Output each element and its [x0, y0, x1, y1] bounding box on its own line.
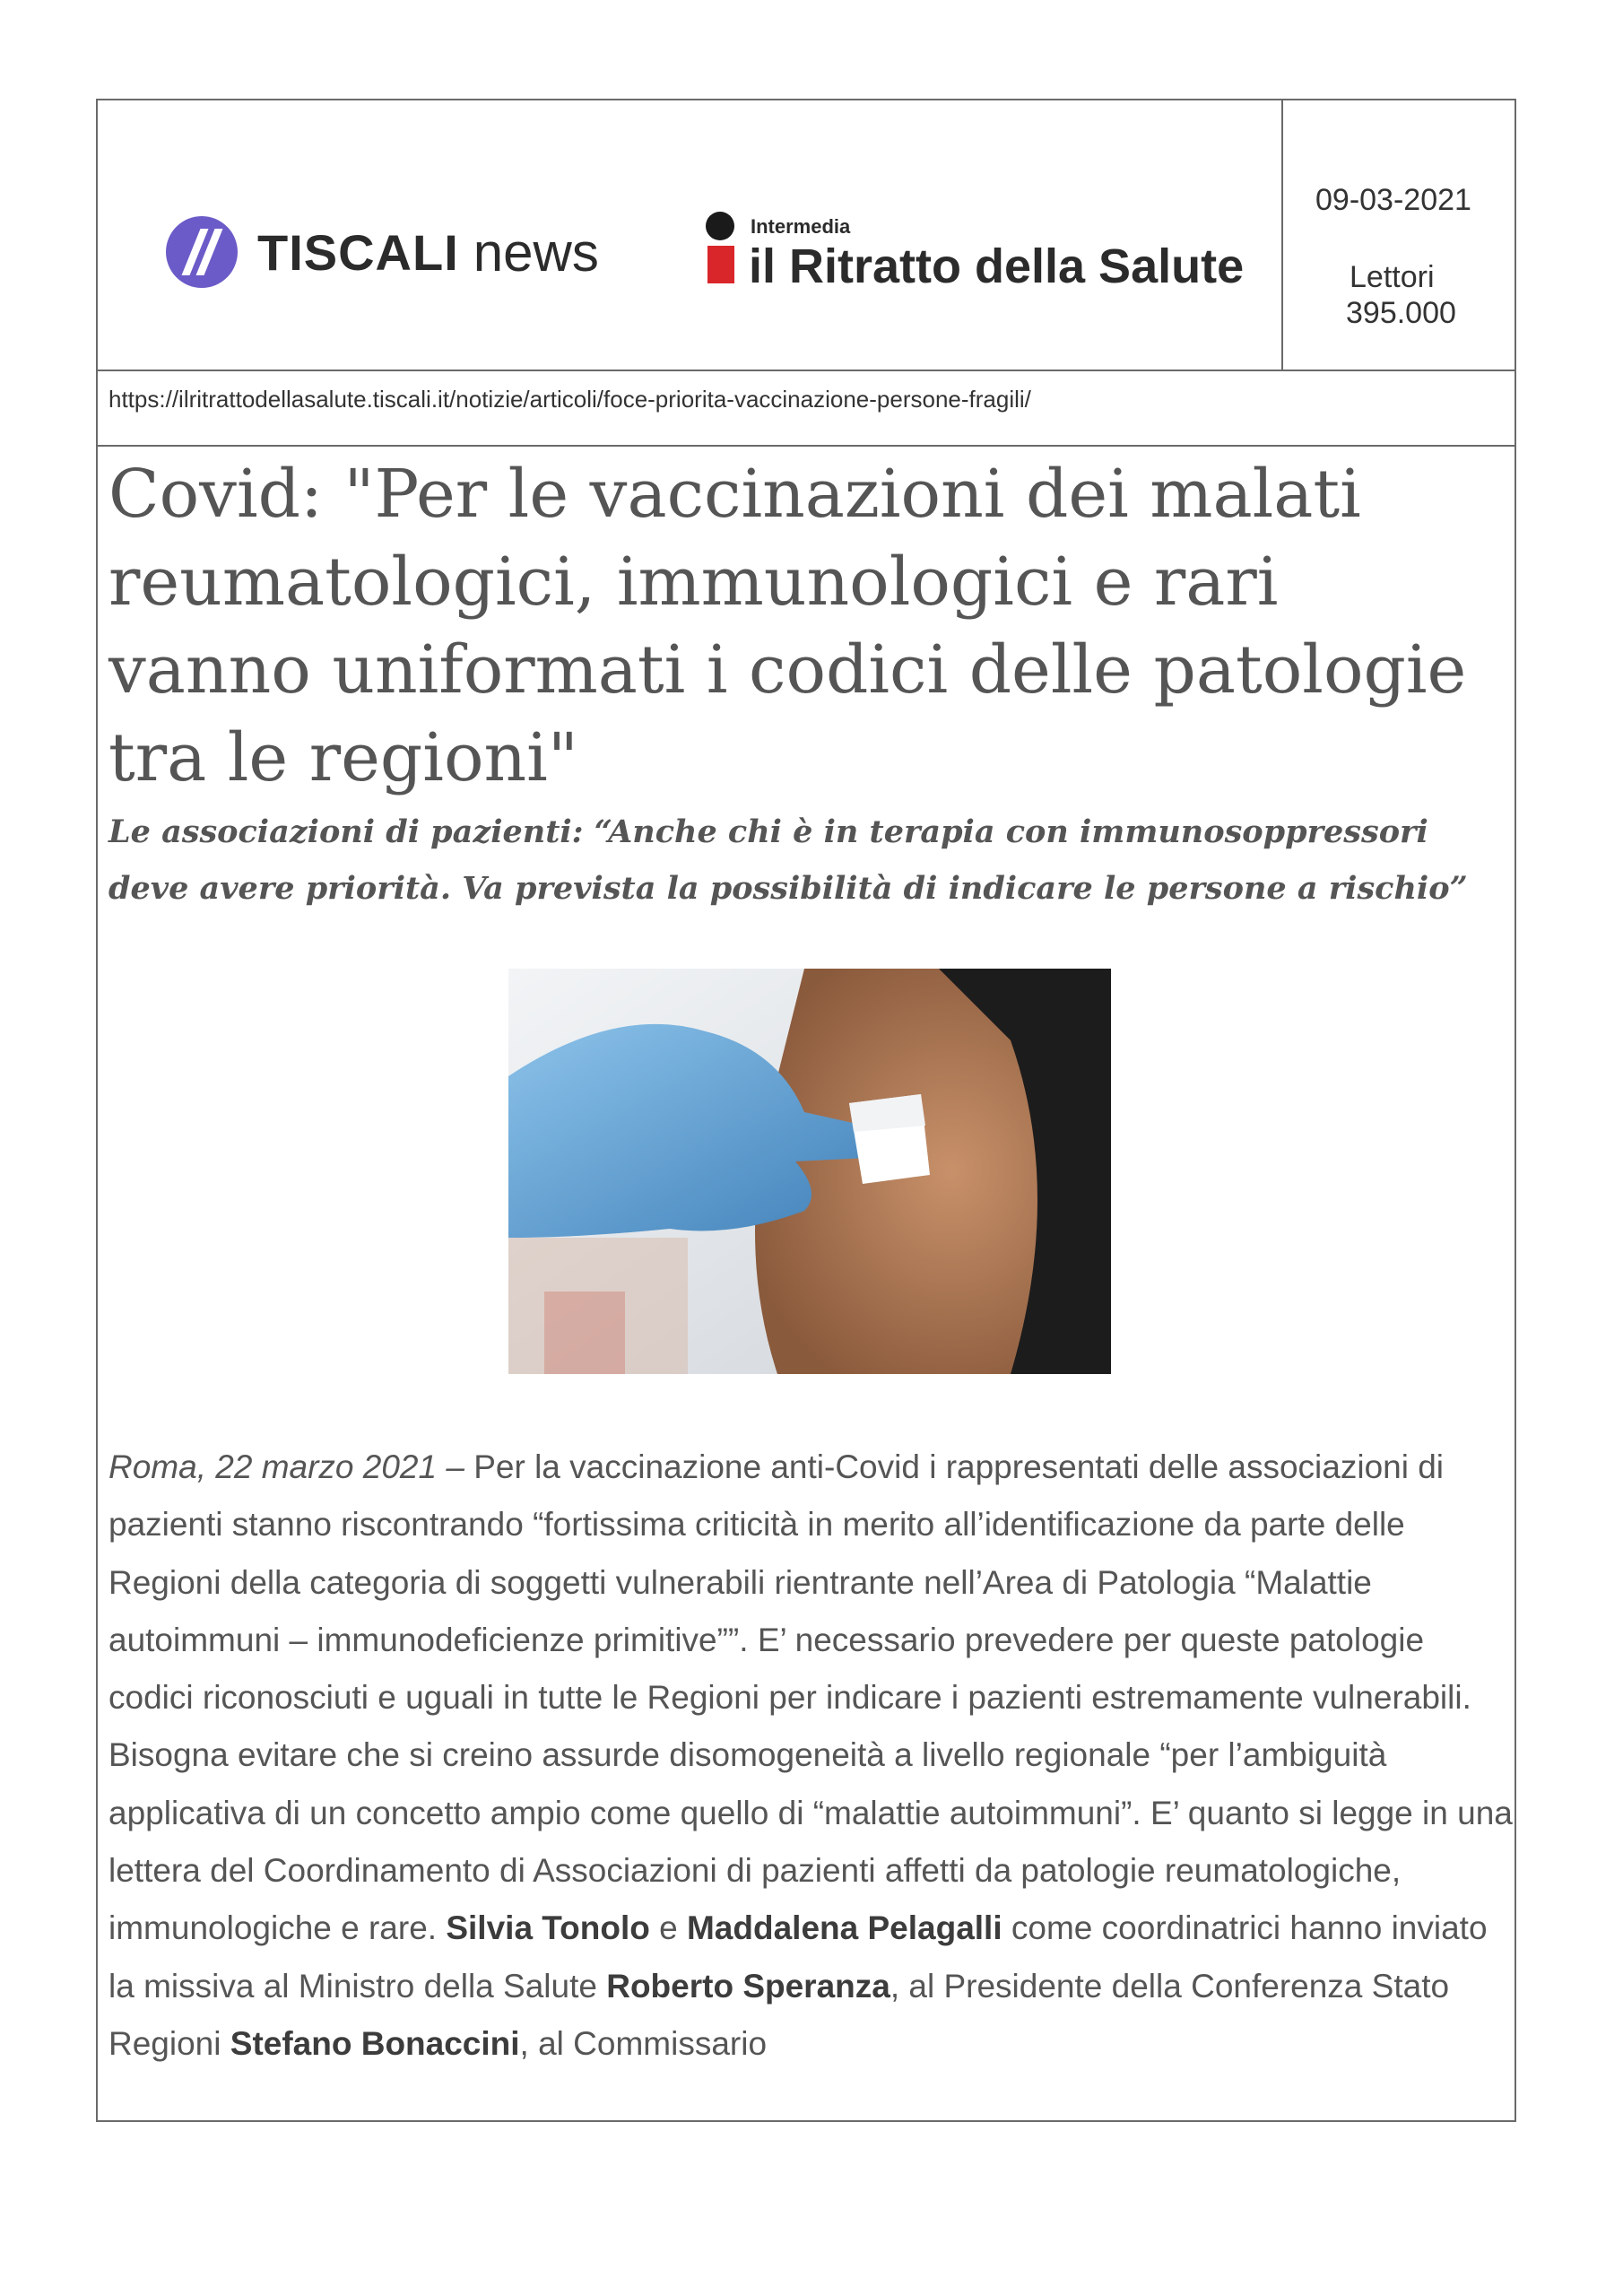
body-part-2: come coordinatrici hanno inviato la missiva al Ministro della Salute	[108, 1909, 1488, 2005]
person-name: Silvia Tonolo	[446, 1909, 650, 1947]
body-part-4: , al Commissario	[519, 2024, 768, 2062]
article-photo	[508, 969, 1111, 1374]
person-name: Maddalena Pelagalli	[686, 1909, 1002, 1947]
person-name: Roberto Speranza	[606, 1967, 890, 2005]
ritratto-i-bar-icon	[707, 246, 734, 283]
article-dateline: Roma, 22 marzo 2021 –	[108, 1448, 464, 1485]
tiscali-brand-text: TISCALI	[257, 223, 459, 281]
ritratto-publisher-label: Intermedia	[751, 215, 851, 238]
tiscali-news-logo	[166, 215, 599, 289]
press-header	[98, 100, 1515, 371]
source-url: https://ilritrattodellasalute.tiscali.it/notizie/articoli/foce-priorita-vaccinazione-persone-fragili/	[108, 386, 1031, 413]
readers-label: Lettori	[1350, 260, 1435, 294]
body-part-3: , al Presidente della Conferenza Stato Regioni	[108, 1967, 1450, 2062]
body-part-1: Per la vaccinazione anti-Covid i rappresentati delle associazioni di pazienti stanno riscontrando “fortissima criticità in merito all’identificazione da parte delle Regioni della categoria di soggetti vulnerabili rientrante nell’Area di Patologia “Malattie autoimmuni – immunodeficienze primitive””. E’ necessario prevedere per queste patologie codici riconosciuti e uguali in tutte le Regioni per indicare i pazienti estremamente vulnerabili. Bisogna evitare che si creino assurde disomogeneità a livello regionale “per l’ambiguità applicativa di un concetto ampio come quello di “malattie autoimmuni”. E’ quanto si legge in una lettera del Coordinamento di Associazioni di pazienti affetti da patologie reumatologiche, immunologiche e rare.	[108, 1448, 1513, 1947]
document-frame	[96, 99, 1516, 2122]
article-subtitle: Le associazioni di pazienti: “Anche chi è in terapia con immunosoppressori deve avere priorità. Va prevista la possibilità di indicare le persone a rischio”	[108, 813, 1468, 907]
meta-cell	[1281, 100, 1515, 370]
publication-date: 09-03-2021	[1315, 183, 1471, 217]
ritratto-della-salute-logo	[699, 212, 1245, 301]
article-title: Covid: "Per le vaccinazioni dei malati reumatologici, immunologici e rari vanno uniformati i codici delle patologie tra le regioni"	[108, 456, 1467, 796]
tiscali-news-text: news	[473, 222, 599, 283]
body-conjunction: e	[649, 1909, 687, 1947]
tiscali-slash-icon	[166, 216, 238, 288]
article-body	[108, 1439, 1516, 2073]
ritratto-name-label: il Ritratto della Salute	[749, 239, 1245, 293]
ritratto-i-dot-icon	[706, 212, 734, 240]
readers-value: 395.000	[1346, 296, 1456, 330]
person-name: Stefano Bonaccini	[230, 2024, 520, 2062]
source-url-row	[98, 371, 1515, 447]
